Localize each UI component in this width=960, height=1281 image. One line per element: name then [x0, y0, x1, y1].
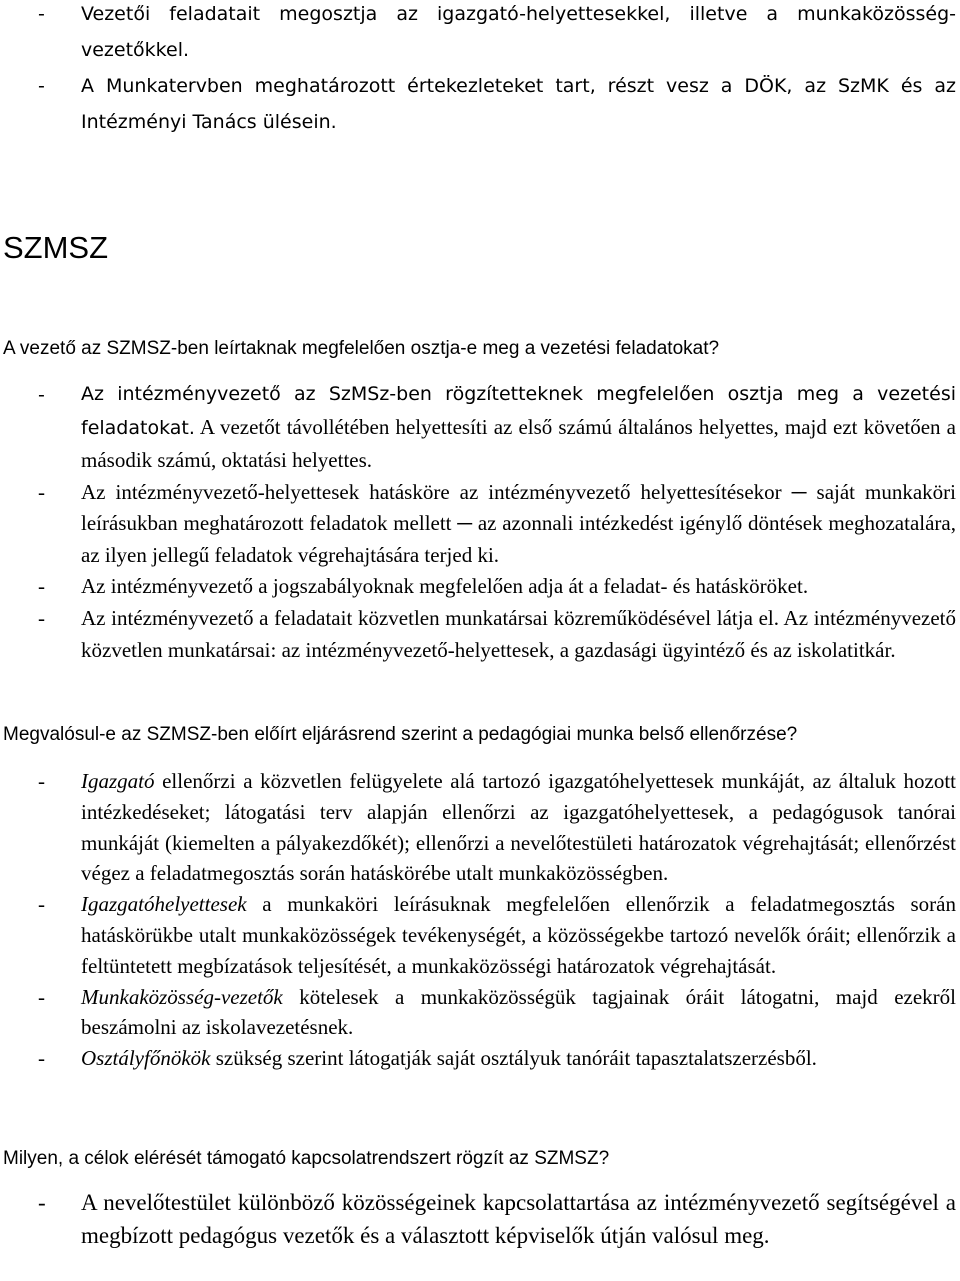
- list-item-text: Vezetői feladatait megosztja az igazgató-helyettesekkel, illetve a munkaközösség-vezetőkkel.: [81, 3, 956, 61]
- section-title: SZMSZ: [3, 230, 109, 265]
- list-item-text: Az intézményvezető a feladatait közvetlen munkatársai közreműködésével látja el. Az intézményvezető közvetlen munkatársai: az intézményvezető-helyettesek, a gazdasági ügyintéző és az iskolatitkár.: [81, 605, 956, 662]
- question-heading-1: A vezető az SZMSZ-ben leírtaknak megfelelően osztja-e meg a vezetési feladatokat?: [3, 338, 720, 359]
- list-item-lead: Az intézményvezető az SzMSz-ben rögzítetteknek megfelelően osztja meg a vezetési feladatokat.: [81, 383, 956, 439]
- q2-list: [0, 766, 960, 1074]
- list-item-text: ellenőrzi a közvetlen felügyelete alá tartozó igazgatóhelyettesek munkáját, az általuk hozott intézkedéseket; látogatási terv alapján ellenőrzi az igazgatóhelyettesek, a pedagógusok tanórai munkáját (kiemelten a pályakezdőkét); ellenőrzi a nevelőtestületi határozatok végrehajtását; ellenőrzést végez a feladatmegosztás során hatáskörébe utalt munkaközösségben.: [81, 769, 956, 886]
- list-dash: -: [38, 1046, 45, 1071]
- list-item-text: a munkaköri leírásuknak megfelelően ellenőrzik a feladatmegosztás során hatáskörükbe utalt munkaközösségek tevékenységét, a közösségekbe tartozó nevelők óráit; ellenőrzik a feltüntetett megbízatások teljesítését, a munkaközösségi határozatok végrehajtását.: [81, 892, 956, 978]
- list-item-text: A Munkatervben meghatározott értekezleteket tart, részt vesz a DÖK, az SzMK és az Intézményi Tanács ülésein.: [81, 75, 956, 133]
- list-item: [0, 1043, 960, 1074]
- list-item-text: szükség szerint látogatják saját osztályuk tanóráit tapasztalatszerzésből.: [210, 1046, 817, 1071]
- question-heading-3: Milyen, a célok elérését támogató kapcsolatrendszert rögzít az SZMSZ?: [3, 1148, 610, 1169]
- list-item: [0, 889, 960, 981]
- question-heading-2: Megvalósul-e az SZMSZ-ben előírt eljárásrend szerint a pedagógiai munka belső ellenőrzése?: [3, 724, 798, 745]
- list-dash: -: [38, 384, 45, 406]
- list-item: [0, 1186, 960, 1252]
- list-dash: -: [38, 769, 45, 793]
- list-dash: -: [38, 75, 45, 97]
- list-item-role: Igazgató: [81, 769, 155, 793]
- list-dash: -: [38, 892, 45, 917]
- list-item-role: Osztályfőnökök: [81, 1046, 211, 1071]
- list-item-role: Munkaközösség-vezetők: [81, 984, 283, 1009]
- list-item-text: Az intézményvezető a jogszabályoknak megfelelően adja át a feladat- és hatásköröket.: [81, 574, 809, 599]
- list-item: [0, 0, 960, 68]
- list-item-role: Igazgatóhelyettesek: [81, 892, 247, 917]
- intro-list: [0, 0, 960, 140]
- list-item: [0, 68, 960, 140]
- list-item: [0, 982, 960, 1044]
- list-dash: -: [38, 984, 45, 1009]
- list-item: [0, 603, 960, 666]
- list-dash: -: [38, 479, 45, 504]
- list-dash: -: [38, 605, 45, 630]
- q3-list: [0, 1186, 960, 1252]
- list-item-text: A nevelőtestület különböző közösségeinek kapcsolattartása az intézményvezető segítségével a megbízott pedagógus vezetők és a választott képviselők útján valósul meg.: [81, 1190, 956, 1248]
- list-item: [0, 766, 960, 889]
- q1-list: [0, 377, 960, 666]
- list-item: [0, 571, 960, 603]
- list-item-text: Az intézményvezető-helyettesek hatásköre az intézményvezető helyettesítésekor ─ saját munkaköri leírásukban meghatározott feladatok mellett ─ az azonnali intézkedést igénylő döntések meghozatalára, az ilyen jellegű feladatok végrehajtására terjed ki.: [81, 479, 956, 567]
- list-dash: -: [38, 1190, 46, 1215]
- list-dash: -: [38, 574, 45, 599]
- list-item-text: kötelesek a munkaközösségük tagjainak óráit látogatni, majd ezekről beszámolni az iskolavezetésnek.: [81, 984, 956, 1040]
- list-dash: -: [38, 3, 45, 25]
- list-item-text: A vezetőt távollétében helyettesíti az első számú általános helyettes, majd ezt követően a második számú, oktatási helyettes.: [81, 415, 956, 472]
- list-item: [0, 377, 960, 477]
- list-item: [0, 477, 960, 572]
